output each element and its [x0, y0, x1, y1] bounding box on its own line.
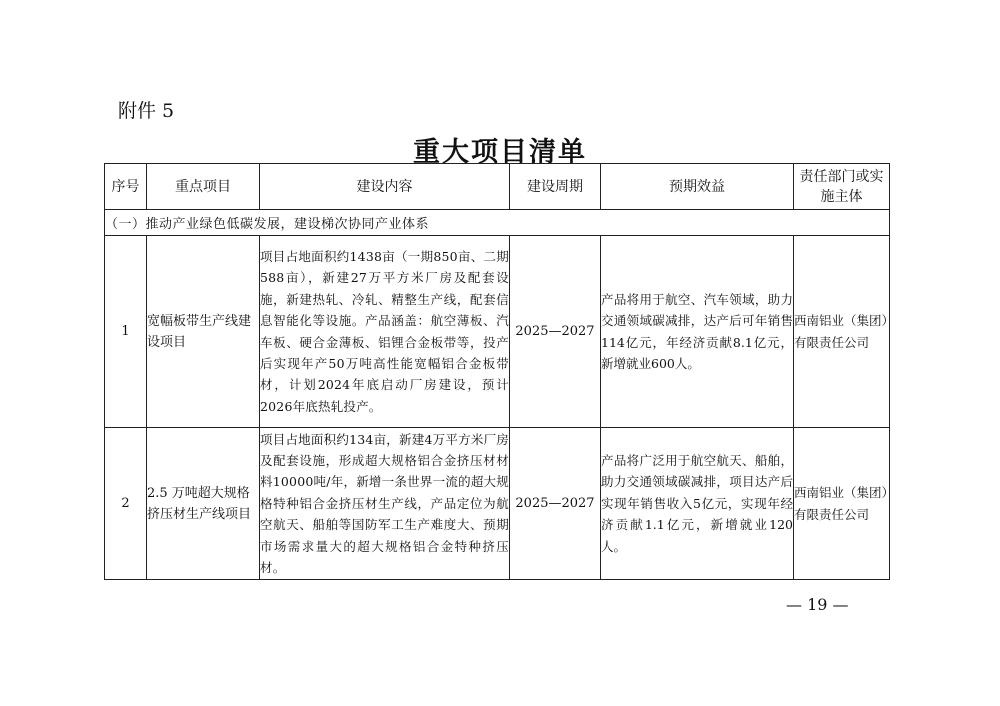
cell-no: 2 — [105, 428, 147, 580]
table-header-row — [105, 164, 890, 210]
header-period: 建设周期 — [510, 164, 601, 210]
header-content: 建设内容 — [260, 164, 510, 210]
section-row — [105, 210, 890, 236]
table-row — [105, 236, 890, 428]
cell-owner: 西南铝业（集团）有限责任公司 — [794, 236, 890, 428]
cell-owner: 西南铝业（集团）有限责任公司 — [794, 428, 890, 580]
header-benefit: 预期效益 — [601, 164, 794, 210]
cell-no: 1 — [105, 236, 147, 428]
header-project: 重点项目 — [147, 164, 260, 210]
cell-content: 项目占地面积约1438亩（一期850亩、二期588亩），新建27万平方米厂房及配套设施，新建热轧、冷轧、精整生产线，配套信息智能化等设施。产品涵盖：航空薄板、汽车板、硬合金薄板、铝锂合金板带等，投产后实现年产50万吨高性能宽幅铝合金板带材，计划2024年底启动厂房建设，预计2026年底热轧投产。 — [260, 236, 510, 428]
cell-benefit: 产品将用于航空、汽车领域，助力交通领域碳减排，达产后可年销售114亿元，年经济贡献8.1亿元，新增就业600人。 — [601, 236, 794, 428]
cell-period: 2025—2027 — [510, 236, 601, 428]
cell-project: 宽幅板带生产线建设项目 — [147, 236, 260, 428]
document-title: 重大项目清单 — [413, 137, 587, 168]
table-row — [105, 428, 890, 580]
header-owner: 责任部门或实施主体 — [794, 164, 890, 210]
cell-period: 2025—2027 — [510, 428, 601, 580]
section-title: （一）推动产业绿色低碳发展，建设梯次协同产业体系 — [105, 210, 890, 236]
cell-project: 2.5 万吨超大规格挤压材生产线项目 — [147, 428, 260, 580]
project-table — [104, 163, 890, 580]
page-number: — 19 — — [786, 595, 849, 614]
cell-content: 项目占地面积约134亩，新建4万平方米厂房及配套设施，形成超大规格铝合金挤压材材料10000吨/年，新增一条世界一流的超大规格特种铝合金挤压材生产线，产品定位为航空航天、船舶等国防军工生产难度大、预期市场需求量大的超大规格铝合金特种挤压材。 — [260, 428, 510, 580]
header-no: 序号 — [105, 164, 147, 210]
attachment-label: 附件 5 — [118, 100, 175, 122]
cell-benefit: 产品将广泛用于航空航天、船舶，助力交通领域碳减排，项目达产后实现年销售收入5亿元，实现年经济贡献1.1亿元，新增就业120人。 — [601, 428, 794, 580]
